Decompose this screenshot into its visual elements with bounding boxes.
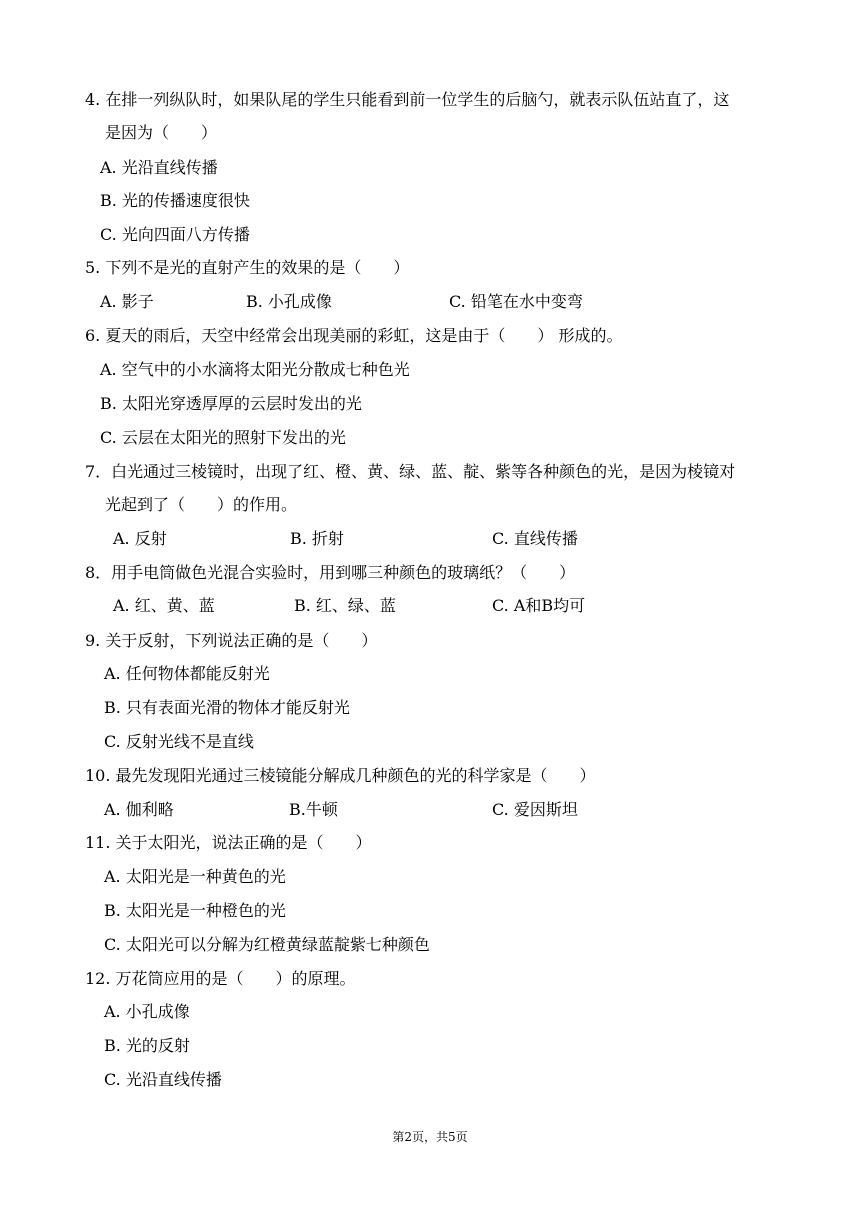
question-11-stem: 11. 关于太阳光，说法正确的是（ ） (85, 833, 372, 852)
question-10-option-c: C. 爱因斯坦 (492, 800, 578, 819)
question-9-stem: 9. 关于反射，下列说法正确的是（ ） (85, 631, 378, 650)
page-number-footer: 第2页，共5页 (392, 1130, 468, 1144)
question-8-stem: 8．用手电筒做色光混合实验时，用到哪三种颜色的玻璃纸？（ ） (85, 563, 576, 582)
question-6-option-c: C. 云层在太阳光的照射下发出的光 (100, 428, 346, 447)
question-11-option-c: C. 太阳光可以分解为红橙黄绿蓝靛紫七种颜色 (104, 935, 430, 954)
question-6-option-b: B. 太阳光穿透厚厚的云层时发出的光 (100, 394, 362, 413)
question-5-stem: 5. 下列不是光的直射产生的效果的是（ ） (85, 258, 410, 277)
question-8-option-b: B. 红、绿、蓝 (294, 596, 396, 615)
question-4-option-c: C. 光向四面八方传播 (100, 225, 250, 244)
question-9-option-c: C. 反射光线不是直线 (104, 732, 254, 751)
question-8-option-c: C. A和B均可 (492, 596, 586, 615)
question-12-option-c: C. 光沿直线传播 (104, 1070, 222, 1089)
question-11-option-a: A. 太阳光是一种黄色的光 (104, 867, 286, 886)
question-10-option-b: B.牛顿 (289, 800, 338, 819)
question-7-stem-line2: 光起到了（ ）的作用。 (105, 495, 298, 514)
question-11-option-b: B. 太阳光是一种橙色的光 (104, 901, 286, 920)
question-7-option-a: A. 反射 (113, 529, 167, 548)
question-7-stem-line1: 7．白光通过三棱镜时，出现了红、橙、黄、绿、蓝、靛、紫等各种颜色的光，是因为棱镜对 (85, 462, 736, 481)
question-12-option-b: B. 光的反射 (104, 1036, 190, 1055)
question-12-option-a: A. 小孔成像 (104, 1002, 190, 1021)
question-7-option-b: B. 折射 (290, 529, 344, 548)
question-6-stem: 6. 夏天的雨后，天空中经常会出现美丽的彩虹，这是由于（ ） 形成的。 (85, 326, 623, 345)
question-9-option-a: A. 任何物体都能反射光 (104, 664, 270, 683)
question-10-option-a: A. 伽利略 (104, 800, 174, 819)
question-4-option-a: A. 光沿直线传播 (100, 158, 218, 177)
question-6-option-a: A. 空气中的小水滴将太阳光分散成七种色光 (100, 360, 410, 379)
question-7-option-c: C. 直线传播 (492, 529, 578, 548)
question-5-option-a: A. 影子 (100, 292, 154, 311)
question-5-option-b: B. 小孔成像 (246, 292, 332, 311)
question-12-stem: 12. 万花筒应用的是（ ）的原理。 (85, 969, 356, 988)
question-10-stem: 10. 最先发现阳光通过三棱镜能分解成几种颜色的光的科学家是（ ） (85, 766, 596, 785)
question-8-option-a: A. 红、黄、蓝 (113, 596, 215, 615)
question-4-stem-line2: 是因为（ ） (105, 123, 218, 142)
question-4-option-b: B. 光的传播速度很快 (100, 191, 250, 210)
question-9-option-b: B. 只有表面光滑的物体才能反射光 (104, 698, 350, 717)
question-5-option-c: C. 铅笔在水中变弯 (449, 292, 583, 311)
question-4-stem-line1: 4. 在排一列纵队时，如果队尾的学生只能看到前一位学生的后脑勺，就表示队伍站直了，这 (85, 90, 730, 109)
